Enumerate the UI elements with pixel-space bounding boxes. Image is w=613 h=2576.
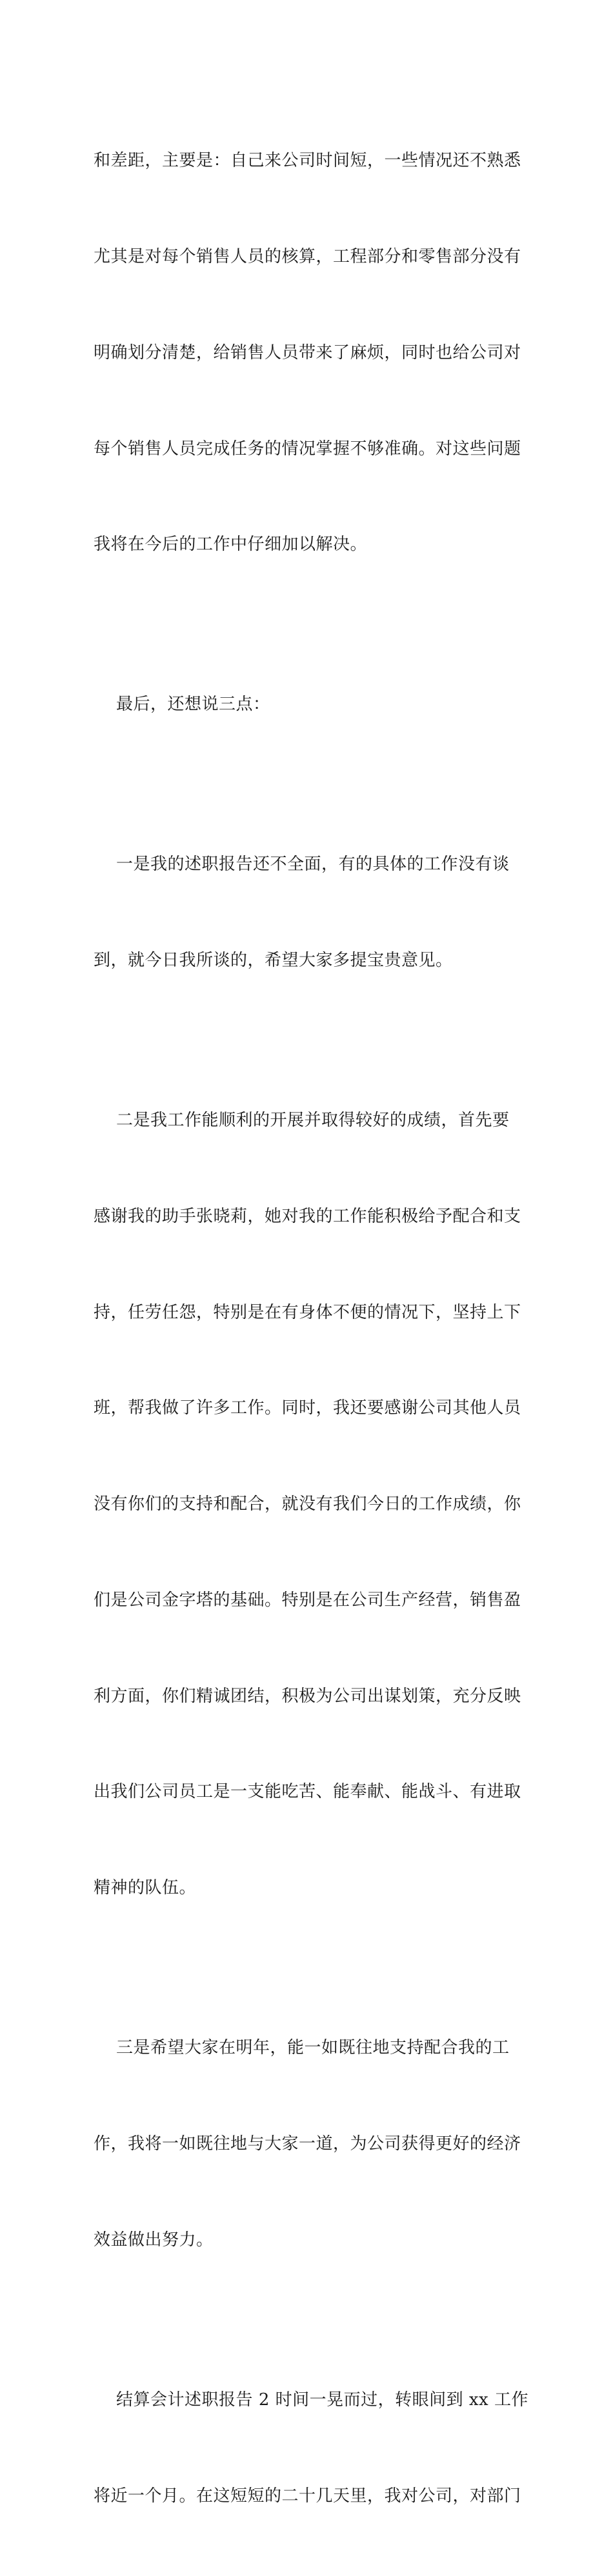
text-line: 一是我的述职报告还不全面，有的具体的工作没有谈 [94, 855, 510, 875]
text-line: 精神的队伍。 [94, 1878, 197, 1898]
text-line: 感谢我的助手张晓莉，她对我的工作能积极给予配合和支 [94, 1206, 521, 1226]
text-line: 利方面，你们精诚团结，积极为公司出谋划策，充分反映 [94, 1686, 521, 1706]
text-line: 结算会计述职报告 2 时间一晃而过，转眼间到 xx 工作 [94, 2390, 528, 2410]
text-line: 我将在今后的工作中仔细加以解决。 [94, 535, 368, 555]
document-body [94, 81, 528, 2576]
paragraph-point-three [94, 1968, 519, 2321]
text-line: 效益做出努力。 [94, 2230, 214, 2250]
text-line: 三是希望大家在明年，能一如既往地支持配合我的工 [94, 2038, 510, 2058]
paragraph-point-two [94, 1041, 519, 1968]
paragraph-point-one [94, 785, 519, 1041]
text-line: 出我们公司员工是一支能吃苦、能奉献、能战斗、有进取 [94, 1782, 521, 1802]
text-line: 持，任劳任怨，特别是在有身体不便的情况下，坚持上下 [94, 1302, 521, 1322]
text-line: 明确划分清楚，给销售人员带来了麻烦，同时也给公司对 [94, 342, 521, 362]
paragraph-finally [94, 625, 519, 785]
text-line: 作，我将一如既往地与大家一道，为公司获得更好的经济 [94, 2134, 521, 2154]
text-line: 们是公司金字塔的基础。特别是在公司生产经营，销售盈 [94, 1590, 521, 1610]
paragraph-problems [94, 81, 519, 625]
text-line: 二是我工作能顺利的开展并取得较好的成绩，首先要 [94, 1111, 510, 1130]
text-line: 没有你们的支持和配合，就没有我们今日的工作成绩，你 [94, 1494, 521, 1514]
text-line: 和差距，主要是：自己来公司时间短，一些情况还不熟悉 [94, 151, 521, 171]
text-line: 每个销售人员完成任务的情况掌握不够准确。对这些问题 [94, 439, 521, 459]
text-line: 将近一个月。在这短短的二十几天里，我对公司，对部门 [94, 2486, 521, 2506]
text-line: 到，就今日我所谈的，希望大家多提宝贵意见。 [94, 951, 453, 971]
text-line: 最后，还想说三点： [94, 695, 270, 715]
text-line: 尤其是对每个销售人员的核算，工程部分和零售部分没有 [94, 246, 521, 266]
text-line: 班，帮我做了许多工作。同时，我还要感谢公司其他人员 [94, 1398, 521, 1418]
paragraph-report-two [94, 2321, 528, 2576]
